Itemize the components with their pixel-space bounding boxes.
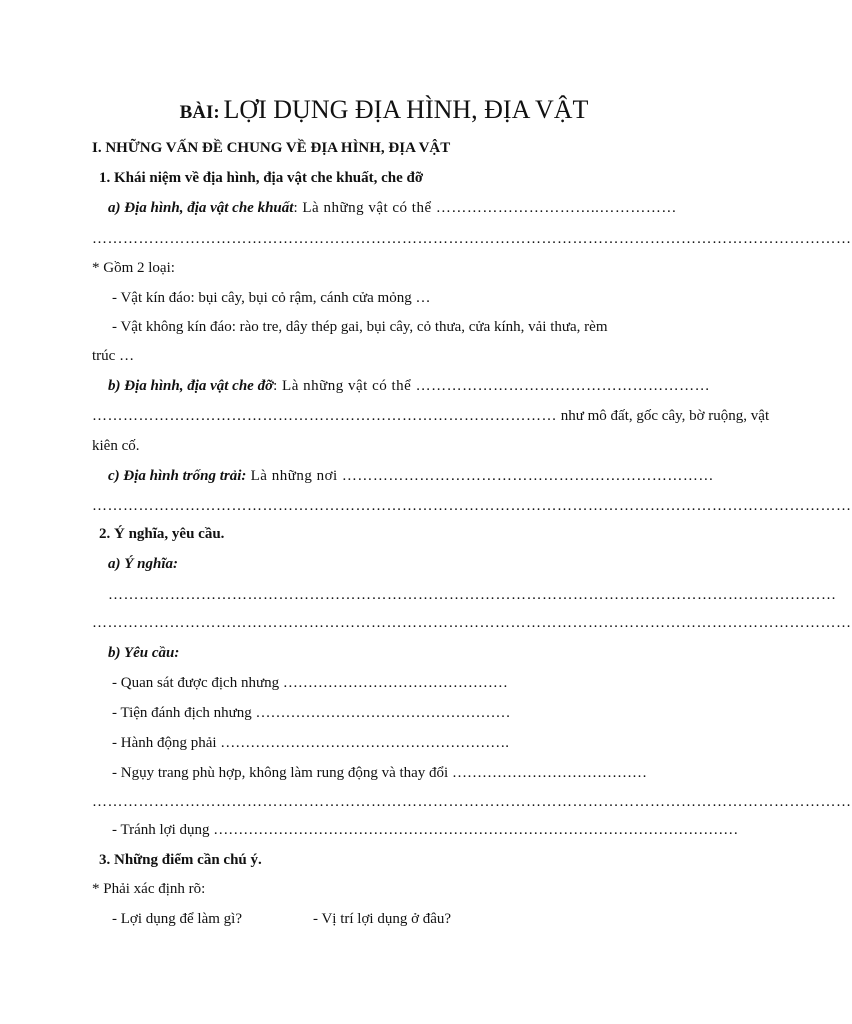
definition-c-text: Là những nơi ……………………………………………………………… (246, 468, 714, 484)
subsection-2-heading: 2. Ý nghĩa, yêu cầu. (99, 526, 225, 542)
requirements-label: b) Yêu cầu: (108, 645, 180, 661)
type-item-1: - Vật kín đáo: bụi cây, bụi cỏ rậm, cánh cửa mỏng … (112, 290, 431, 306)
requirement-3: - Hành động phải …………………………………………………. (112, 735, 510, 751)
definition-b-label: b) Địa hình, địa vật che đỡ (108, 378, 274, 394)
definition-c (108, 466, 714, 486)
title-prefix: BÀI: (179, 102, 220, 123)
section-1-heading: I. NHỮNG VẤN ĐỀ CHUNG VỀ ĐỊA HÌNH, ĐỊA VẬT (92, 140, 451, 156)
requirement-2: - Tiện đánh địch nhưng …………………………………………… (112, 705, 511, 721)
definition-b-continued: kiên cố. (92, 438, 140, 454)
definition-b-blank: ……………………………………………………………………………… (92, 408, 557, 424)
definition-c-label: c) Địa hình trống trải: (108, 468, 247, 484)
subsection-1-heading: 1. Khái niệm về địa hình, địa vật che khuất, che đỡ (99, 170, 424, 186)
requirement-4: - Ngụy trang phù hợp, không làm rung động và thay đổi ………………………………… (112, 765, 647, 781)
definition-a (108, 198, 677, 218)
requirement-4-blank-line: ………………………………………………………………………………………………………………………………… (92, 794, 852, 810)
types-note: * Gồm 2 loại: (92, 260, 175, 276)
question-purpose: - Lợi dụng để làm gì? (112, 911, 242, 927)
title-main: LỢI DỤNG ĐỊA HÌNH, ĐỊA VẬT (223, 95, 589, 124)
requirement-1: - Quan sát được địch nhưng ……………………………………… (112, 675, 508, 691)
type-item-2-continued: trúc … (92, 348, 135, 364)
definition-b-text: : Là những vật có thể ………………………………………………… (273, 378, 711, 394)
must-determine-note: * Phải xác định rõ: (92, 881, 206, 897)
type-item-2: - Vật không kín đáo: rào tre, dây thép gai, bụi cây, cỏ thưa, cửa kính, vải thưa, rèm (112, 319, 608, 335)
question-position: - Vị trí lợi dụng ở đâu? (313, 911, 452, 927)
subsection-3-heading: 3. Những điểm cần chú ý. (99, 852, 262, 868)
meaning-blank-line-1: …………………………………………………………………………………………………………………………… (108, 587, 837, 603)
definition-b-examples: như mô đất, gốc cây, bờ ruộng, vật (557, 408, 770, 424)
definition-a-text: : Là những vật có thể …………………………..…………… (293, 200, 677, 216)
definition-a-blank-line: ………………………………………………………………………………………………………………………………… (92, 231, 852, 247)
definition-b (108, 376, 710, 396)
definition-c-blank-line: ………………………………………………………………………………………………………………………………… (92, 498, 852, 514)
definition-b-line-2 (92, 406, 769, 426)
page-title (0, 94, 768, 130)
requirement-5: - Tránh lợi dụng …………………………………………………………………………………………… (112, 822, 739, 838)
definition-a-label: a) Địa hình, địa vật che khuất (108, 200, 294, 216)
meaning-label: a) Ý nghĩa: (108, 556, 179, 572)
meaning-blank-line-2: ………………………………………………………………………………………………………………………………… (92, 615, 852, 631)
